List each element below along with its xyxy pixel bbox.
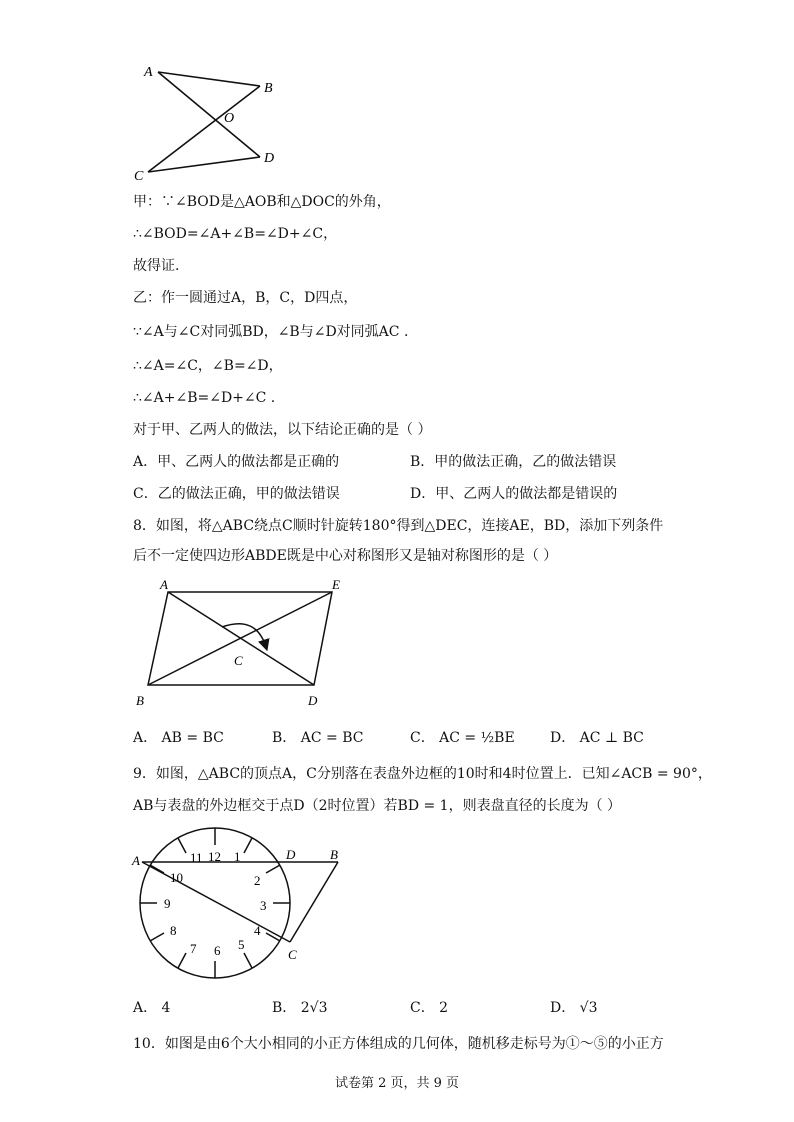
q8-option-b[interactable]: B． AC = BC xyxy=(272,730,364,746)
jia-line-2: ∴∠BOD=∠A+∠B=∠D+∠C， xyxy=(133,226,338,242)
q9-line-2: AB与表盘的外边框交于点D（2时位置）若BD = 1，则表盘直径的长度为（ ） xyxy=(133,798,622,814)
yi-line-4: ∴∠A+∠B=∠D+∠C . xyxy=(133,390,276,406)
label-A: A xyxy=(144,65,153,80)
q8-option-c[interactable]: C． AC = ½BE xyxy=(410,730,515,746)
label-B: B xyxy=(136,693,144,708)
clock-4: 4 xyxy=(254,923,261,938)
clock-5: 5 xyxy=(238,937,245,952)
clock-7: 7 xyxy=(190,941,197,956)
label-B: B xyxy=(330,847,338,862)
label-A: A xyxy=(132,853,140,868)
clock-11: 11 xyxy=(190,850,203,865)
q7-option-b[interactable]: B．甲的做法正确，乙的做法错误 xyxy=(410,454,617,470)
clock-10: 10 xyxy=(170,870,183,885)
q10-line-1: 10．如图是由6个大小相同的小正方体组成的几何体，随机移走标号为①～⑤的小正方 xyxy=(133,1036,664,1052)
clock-12: 12 xyxy=(208,849,221,864)
q8-line-1: 8．如图，将△ABC绕点C顺时针旋转180°得到△DEC，连接AE，BD，添加下列条件 xyxy=(133,518,664,534)
q8-option-a[interactable]: A． AB = BC xyxy=(133,730,224,746)
clock-3: 3 xyxy=(260,898,267,913)
clock-9: 9 xyxy=(164,896,171,911)
jia-line-1: 甲：∵∠BOD是△AOB和△DOC的外角， xyxy=(133,194,391,210)
page-footer: 试卷第 2 页，共 9 页 xyxy=(334,1076,460,1091)
figure-clock xyxy=(130,815,360,985)
label-B: B xyxy=(264,81,273,96)
label-D: D xyxy=(308,693,318,708)
q9-option-a[interactable]: A． 4 xyxy=(133,1000,171,1016)
label-C: C xyxy=(288,947,297,962)
label-O: O xyxy=(224,111,235,126)
label-E: E xyxy=(332,577,340,592)
q9-option-c[interactable]: C． 2 xyxy=(410,1000,449,1016)
clock-6: 6 xyxy=(214,943,221,958)
q9-line-1: 9．如图，△ABC的顶点A，C分别落在表盘外边框的10时和4时位置上．已知∠ACB = 90°， xyxy=(133,766,712,782)
figure-parallelogram xyxy=(130,575,360,715)
label-D: D xyxy=(264,151,275,166)
label-A: A xyxy=(160,577,168,592)
figure-crossing-triangles xyxy=(130,60,300,185)
q9-option-d[interactable]: D． √3 xyxy=(550,1000,598,1016)
q7-option-d[interactable]: D．甲、乙两人的做法都是错误的 xyxy=(410,486,618,502)
clock-8: 8 xyxy=(170,923,177,938)
q7-stem: 对于甲、乙两人的做法，以下结论正确的是（ ） xyxy=(133,422,432,438)
clock-2: 2 xyxy=(254,873,261,888)
label-C: C xyxy=(234,653,243,668)
yi-line-1: 乙：作一圆通过A，B，C，D四点， xyxy=(133,290,358,306)
q8-option-d[interactable]: D． AC ⊥ BC xyxy=(550,730,644,746)
jia-line-3: 故得证. xyxy=(133,258,180,274)
clock-1: 1 xyxy=(234,849,241,864)
label-D: D xyxy=(286,847,296,862)
q9-option-b[interactable]: B． 2√3 xyxy=(272,1000,328,1016)
q8-line-2: 后不一定使四边形ABDE既是中心对称图形又是轴对称图形的是（ ） xyxy=(133,548,558,564)
q7-option-a[interactable]: A．甲、乙两人的做法都是正确的 xyxy=(133,454,340,470)
yi-line-2: ∵∠A与∠C对同弧BD，∠B与∠D对同弧AC . xyxy=(133,324,409,340)
label-C: C xyxy=(134,169,144,184)
q7-option-c[interactable]: C．乙的做法正确，甲的做法错误 xyxy=(133,486,340,502)
yi-line-3: ∴∠A=∠C，∠B=∠D， xyxy=(133,358,283,374)
